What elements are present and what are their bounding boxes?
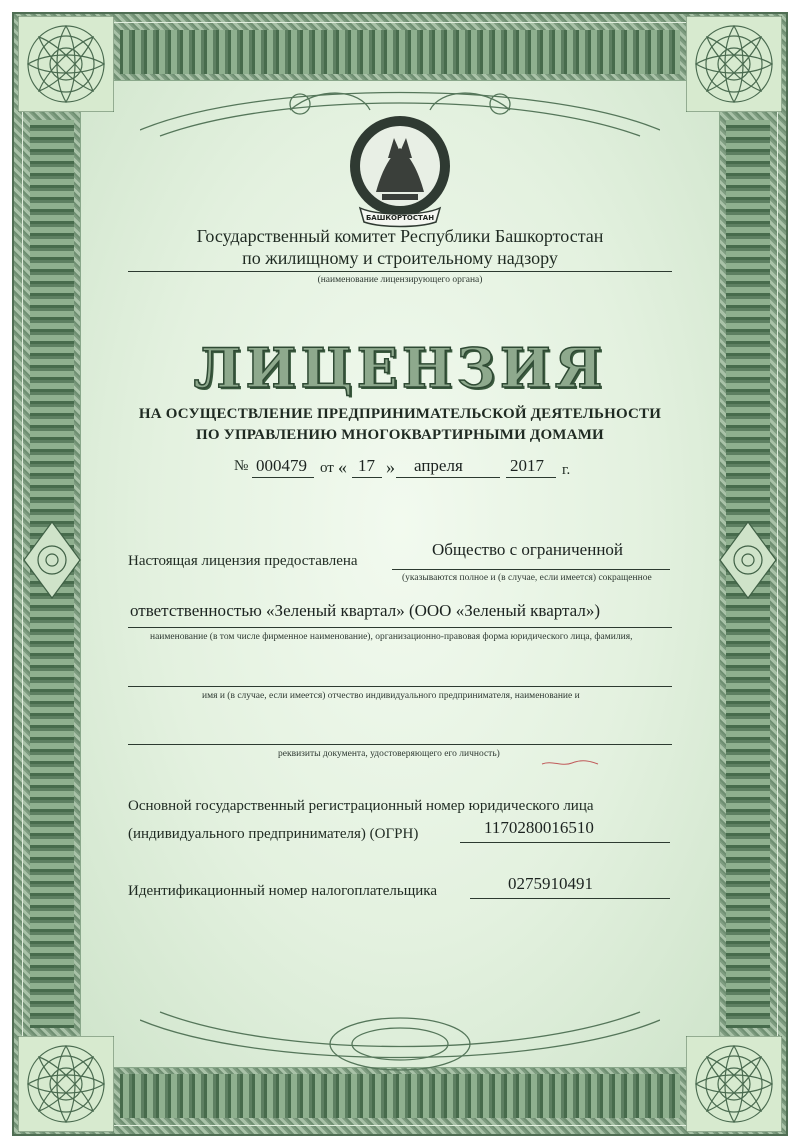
inn-label: Идентификационный номер налогоплательщика: [128, 883, 438, 899]
subtitle-line-1: НА ОСУЩЕСТВЛЕНИЕ ПРЕДПРИНИМАТЕЛЬСКОЙ ДЕЯТЕЛЬНОСТИ: [138, 406, 662, 422]
coat-of-arms-icon: [338, 108, 462, 232]
license-month: апреля: [414, 456, 463, 475]
corner-rosette-icon: [18, 1036, 114, 1132]
year-suffix: г.: [562, 462, 571, 478]
corner-rosette-icon: [686, 16, 782, 112]
ogrn-underline: [460, 842, 670, 843]
license-number: 000479: [256, 456, 307, 475]
grantee-name-line-2: ответственностью «Зеленый квартал» (ООО «Зеленый квартал»): [130, 601, 601, 620]
inn-underline: [470, 898, 670, 899]
number-sign: №: [234, 458, 249, 474]
grantee-underline-1: [392, 569, 670, 570]
grantee-underline-3: [128, 686, 672, 687]
top-border-band: [120, 30, 680, 74]
ogrn-label-line-1: Основной государственный регистрационный номер юридического лица: [128, 798, 594, 814]
grantee-caption-1: (указываются полное и (в случае, если имеется) сокращенное: [402, 573, 652, 583]
grantee-underline-2: [128, 627, 672, 628]
year-underline: [506, 477, 556, 478]
license-year: 2017: [510, 456, 544, 475]
quote-open: «: [338, 457, 347, 477]
issuer-line-2: по жилищному и строительному надзору: [242, 248, 558, 268]
ogrn-label-line-2: (индивидуального предпринимателя) (ОГРН): [128, 826, 419, 842]
bottom-ornament: [140, 1000, 660, 1080]
issuer-underline: [128, 271, 672, 272]
ogrn-value: 1170280016510: [484, 818, 594, 837]
grantee-caption-4: реквизиты документа, удостоверяющего его личность): [278, 749, 500, 759]
grantee-underline-4: [128, 744, 672, 745]
quote-close: »: [386, 457, 395, 477]
corner-rosette-icon: [686, 1036, 782, 1132]
bottom-border-band: [120, 1074, 680, 1118]
day-underline: [352, 477, 382, 478]
number-underline: [252, 477, 314, 478]
inn-value: 0275910491: [508, 874, 593, 893]
grantee-label: Настоящая лицензия предоставлена: [128, 553, 358, 569]
grantee-caption-2: наименование (в том числе фирменное наименование), организационно-правовая форма юридического лица, фамилия,: [150, 632, 633, 642]
side-medallion-icon: [718, 520, 778, 600]
grantee-name-line-1: Общество с ограниченной: [432, 540, 624, 559]
corner-rosette-icon: [18, 16, 114, 112]
svg-text:БАШКОРТОСТАН: БАШКОРТОСТАН: [365, 214, 435, 222]
subtitle-line-2: ПО УПРАВЛЕНИЮ МНОГОКВАРТИРНЫМИ ДОМАМИ: [196, 427, 604, 443]
from-label: от: [320, 460, 334, 476]
issuer-caption: (наименование лицензирующего органа): [317, 275, 483, 285]
month-underline: [396, 477, 500, 478]
document-title: ЛИЦЕНЗИЯ: [193, 336, 607, 400]
ink-mark: [540, 758, 600, 768]
issuer-line-1: Государственный комитет Республики Башкортостан: [196, 226, 604, 246]
side-medallion-icon: [22, 520, 82, 600]
grantee-caption-3: имя и (в случае, если имеется) отчество индивидуального предпринимателя, наименование и: [202, 691, 580, 701]
license-day: 17: [358, 456, 375, 475]
